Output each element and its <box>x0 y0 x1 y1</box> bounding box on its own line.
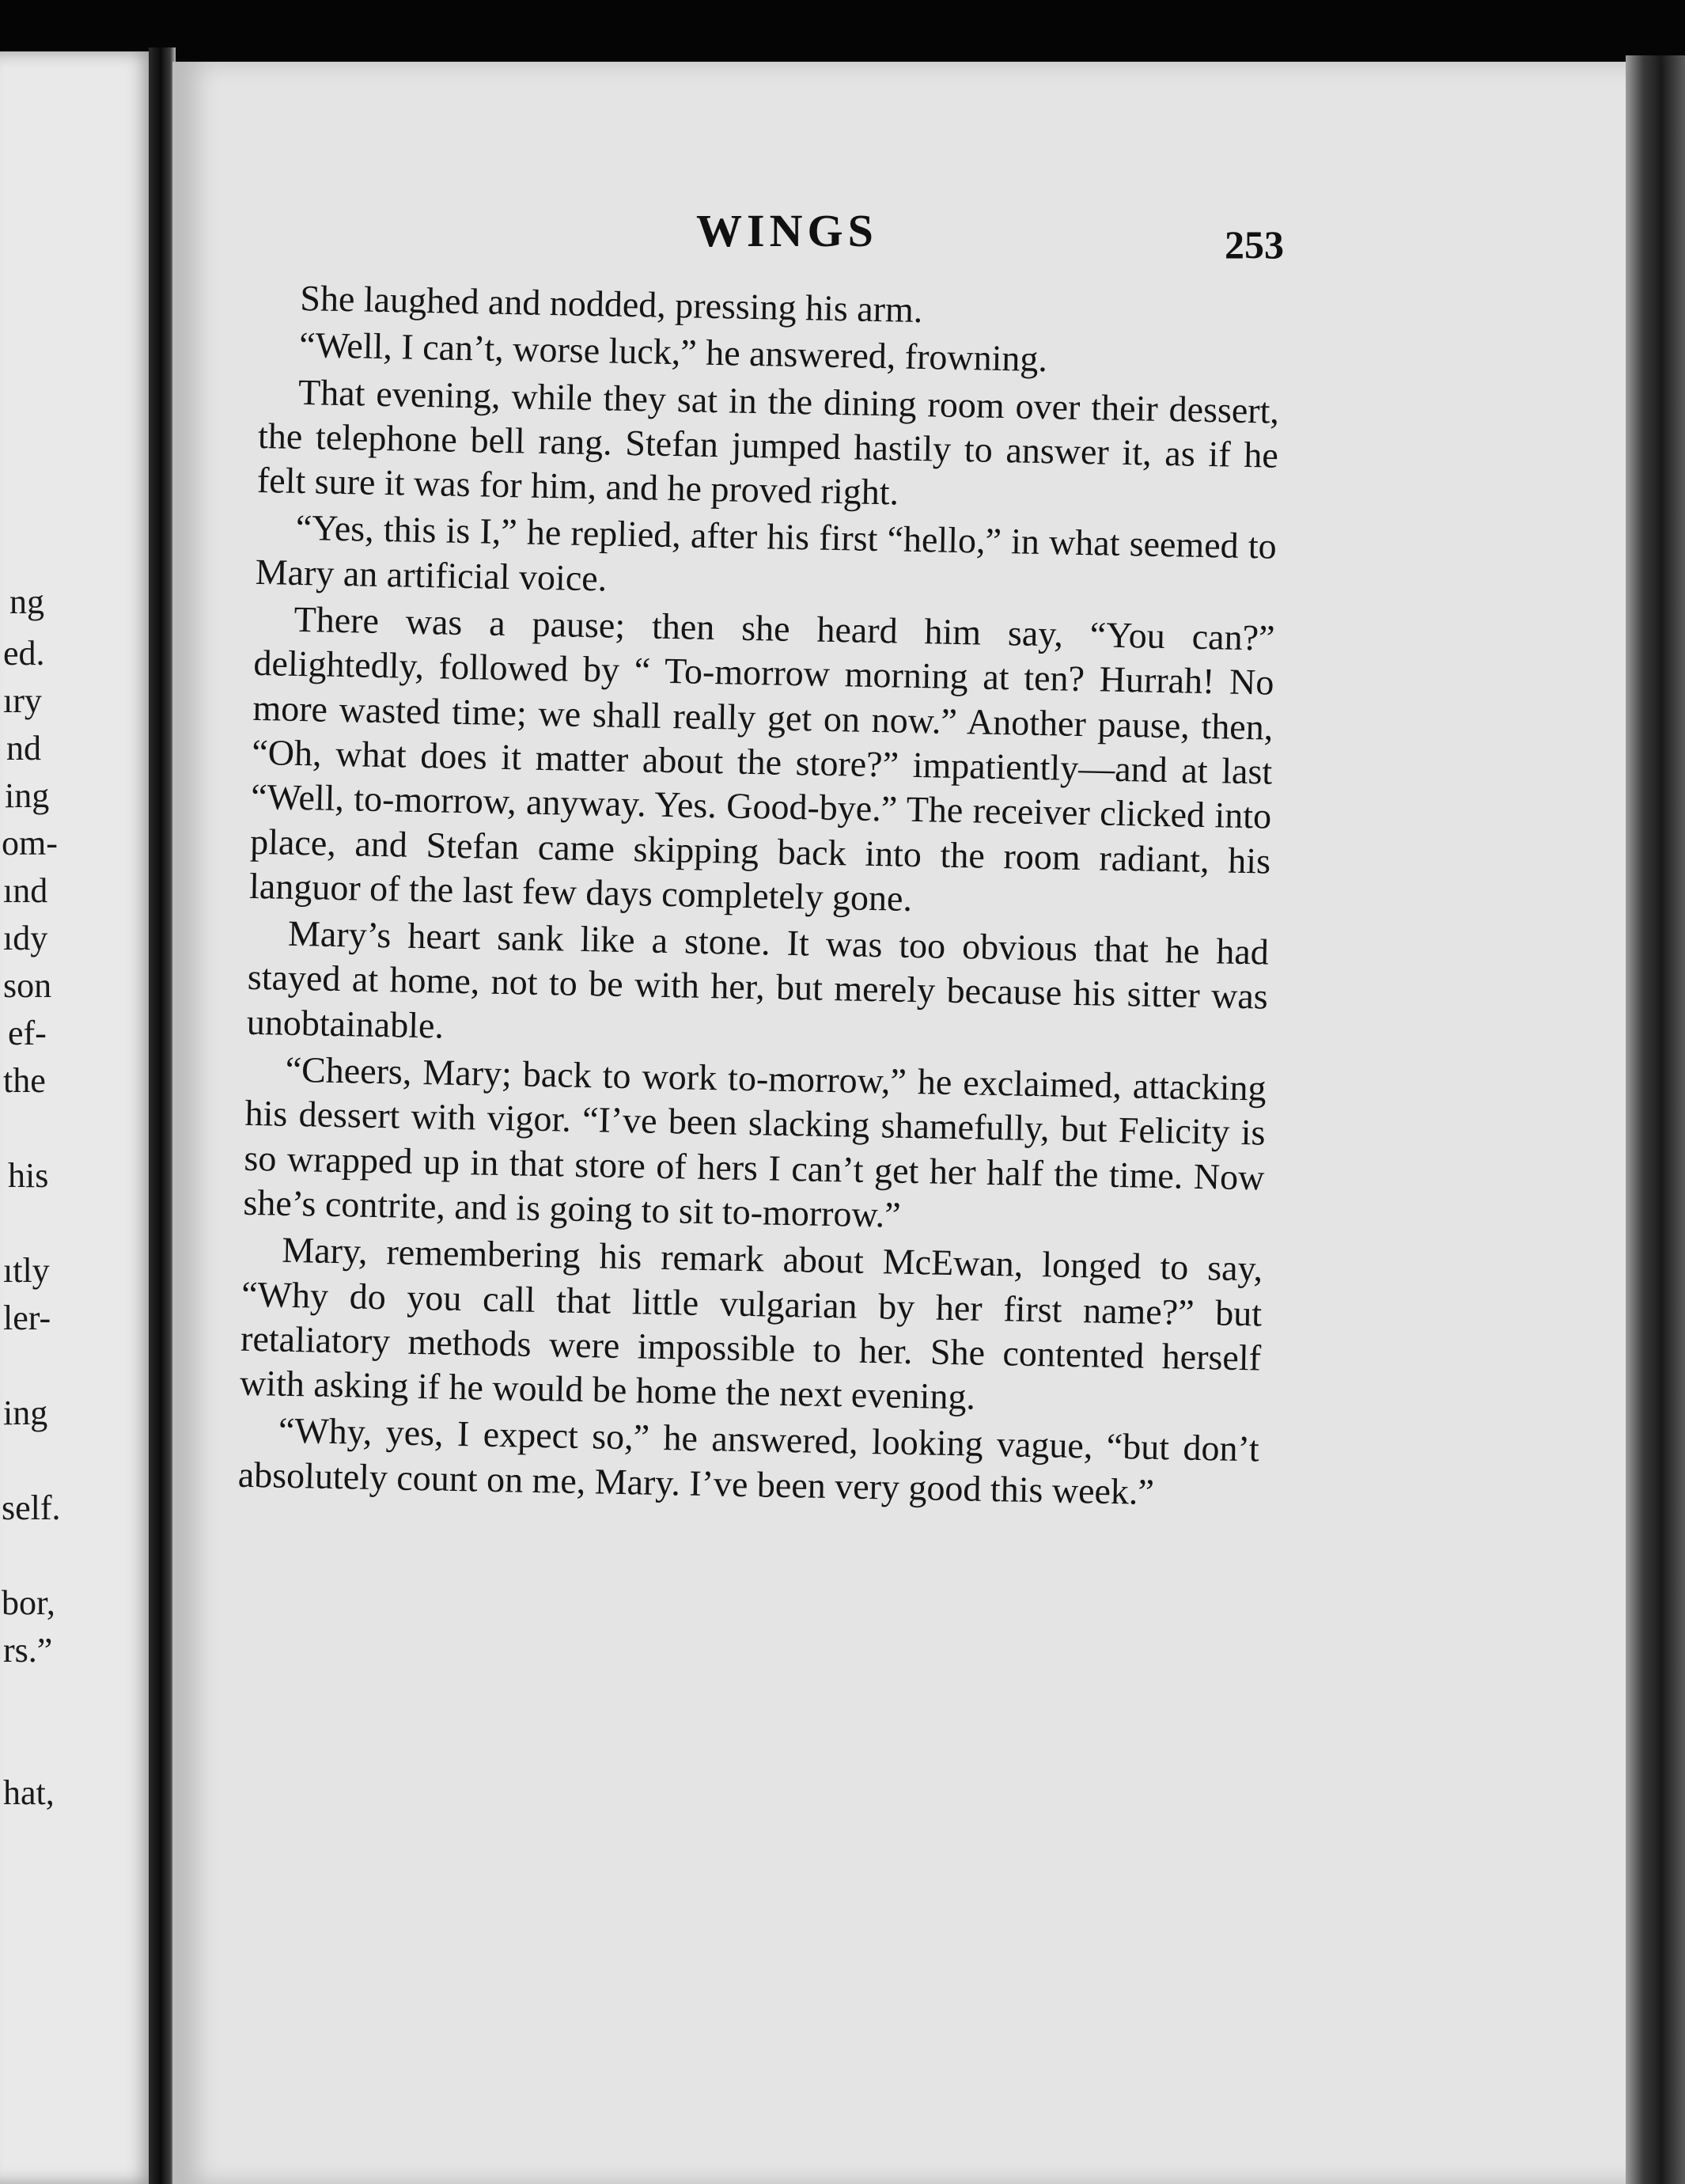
facing-fragment: ng <box>9 582 44 621</box>
paragraph: “Why, yes, I expect so,” he answered, looking vague, “but don’t absolutely count on me, Mary. I’ve been very good this week.” <box>237 1410 1260 1512</box>
facing-fragment: self. <box>2 1488 61 1527</box>
paragraph: Mary’s heart sank like a stone. It was too obvious that he had stayed at home, not to be with her, but merely because his sitter was unobtainable. <box>246 912 1270 1046</box>
paragraph: “Cheers, Mary; back to work to-morrow,” he exclaimed, attacking his dessert with vigor. “I’ve been slacking shamefully, but Felicity is so wrapped up in that store of hers I can’t get her half the time. Now she’s contrite, and is going to sit to-morrow.” <box>243 1048 1267 1235</box>
paragraph: “Yes, this is I,” he replied, after his first “hello,” in what seemed to Mary an artificial voice. <box>255 507 1278 599</box>
facing-fragment: ınd <box>3 871 48 910</box>
paragraph: There was a pause; then she heard him say, “You can?” delightedly, followed by “ To-morrow morning at ten? Hurrah! No more wasted time; we shall really get on now.” Another pause, then, “Oh, what does it matter about the store?” impatiently—and at last “Well, to-morrow, anyway. Yes. Good-bye.” The receiver clicked into place, and Stefan came skipping back into the room radiant, his languor of the last few days completely gone. <box>248 598 1275 919</box>
page-number: 253 <box>1225 222 1284 267</box>
facing-fragment: ıdy <box>3 919 48 957</box>
page-edge <box>1626 55 1685 2184</box>
facing-fragment: ler- <box>3 1299 51 1337</box>
facing-page <box>0 51 158 2184</box>
paragraph: “Well, I can’t, worse luck,” he answered, frowning. <box>298 324 1048 380</box>
facing-fragment: his <box>8 1156 49 1195</box>
paragraph: That evening, while they sat in the dining room over their dessert, the telephone bell rang. Stefan jumped hastily to answer it, as if he felt sure it was for him, and he proved right. <box>256 371 1280 513</box>
facing-fragment: ing <box>5 776 50 815</box>
facing-fragment: hat, <box>3 1773 55 1812</box>
facing-fragment: om- <box>2 824 58 863</box>
body-text <box>237 275 1281 1519</box>
book-gutter <box>149 47 176 2184</box>
paragraph: She laughed and nodded, pressing his arm. <box>299 277 923 331</box>
facing-fragment: nd <box>6 729 41 768</box>
facing-fragment: ef- <box>8 1014 47 1052</box>
running-head: WINGS <box>696 205 878 256</box>
paragraph: Mary, remembering his remark about McEwan, longed to say, “Why do you call that little vulgarian by her first name?” but retaliatory methods were impossible to her. She contented herself with asking if he would be home the next evening. <box>239 1229 1263 1417</box>
facing-fragment: rs.” <box>3 1631 53 1670</box>
facing-fragment: ıtly <box>3 1251 50 1290</box>
facing-fragment: ing <box>3 1393 48 1432</box>
facing-fragment: son <box>3 966 52 1005</box>
facing-fragment: the <box>3 1061 46 1100</box>
facing-fragment: ed. <box>3 634 45 673</box>
facing-fragment: ıry <box>3 681 42 720</box>
facing-fragment: bor, <box>2 1583 55 1622</box>
facing-page-text <box>0 51 150 2184</box>
